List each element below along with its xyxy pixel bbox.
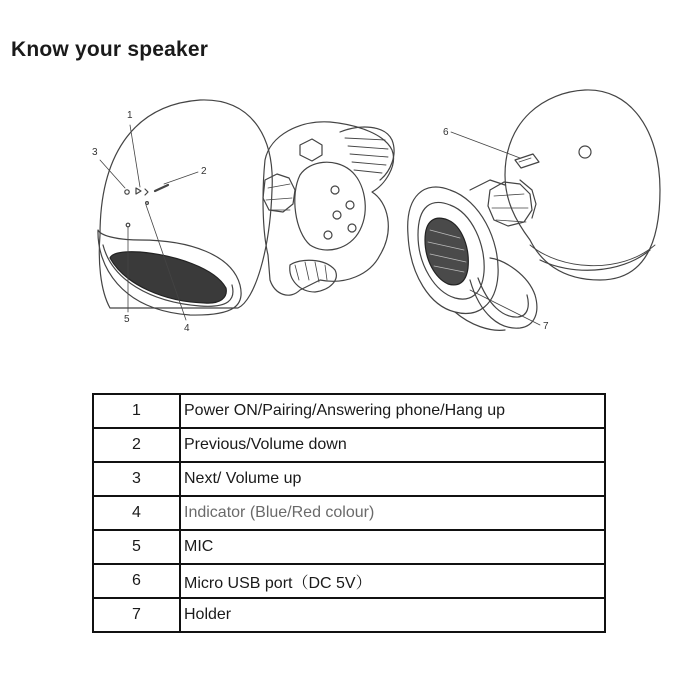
part-description: Power ON/Pairing/Answering phone/Hang up xyxy=(180,394,605,428)
table-row xyxy=(93,462,605,496)
table-row xyxy=(93,496,605,530)
part-description: Holder xyxy=(180,598,605,632)
table-row xyxy=(93,564,605,598)
speaker-illustration xyxy=(0,80,700,370)
table-row xyxy=(93,598,605,632)
part-description: Indicator (Blue/Red colour) xyxy=(180,496,605,530)
part-number: 2 xyxy=(93,428,180,462)
callout-2: 2 xyxy=(201,166,207,177)
page-title: Know your speaker xyxy=(11,38,209,61)
part-description: Next/ Volume up xyxy=(180,462,605,496)
right-speaker-body xyxy=(505,90,660,280)
part-description: Micro USB port（DC 5V） xyxy=(180,564,605,598)
left-speaker-grille xyxy=(110,252,226,303)
callout-3: 3 xyxy=(92,147,98,158)
part-number: 7 xyxy=(93,598,180,632)
part-number: 3 xyxy=(93,462,180,496)
callout-1: 1 xyxy=(127,110,133,121)
speaker-diagram xyxy=(0,80,700,370)
usb-port xyxy=(515,154,539,168)
callout-5: 5 xyxy=(124,314,130,325)
part-number: 5 xyxy=(93,530,180,564)
left-knob xyxy=(263,174,295,212)
part-number: 1 xyxy=(93,394,180,428)
right-holder-grip xyxy=(425,218,468,285)
table-row xyxy=(93,428,605,462)
right-strap xyxy=(470,258,537,328)
callout-6: 6 xyxy=(443,127,449,138)
right-speaker-mount-hole xyxy=(579,146,591,158)
callout-7: 7 xyxy=(543,321,549,332)
callout-4: 4 xyxy=(184,323,190,334)
part-number: 6 xyxy=(93,564,180,598)
part-number: 4 xyxy=(93,496,180,530)
part-description: Previous/Volume down xyxy=(180,428,605,462)
parts-table xyxy=(92,393,606,633)
part-description: MIC xyxy=(180,530,605,564)
table-row xyxy=(93,394,605,428)
left-clamp xyxy=(290,260,337,292)
table-row xyxy=(93,530,605,564)
